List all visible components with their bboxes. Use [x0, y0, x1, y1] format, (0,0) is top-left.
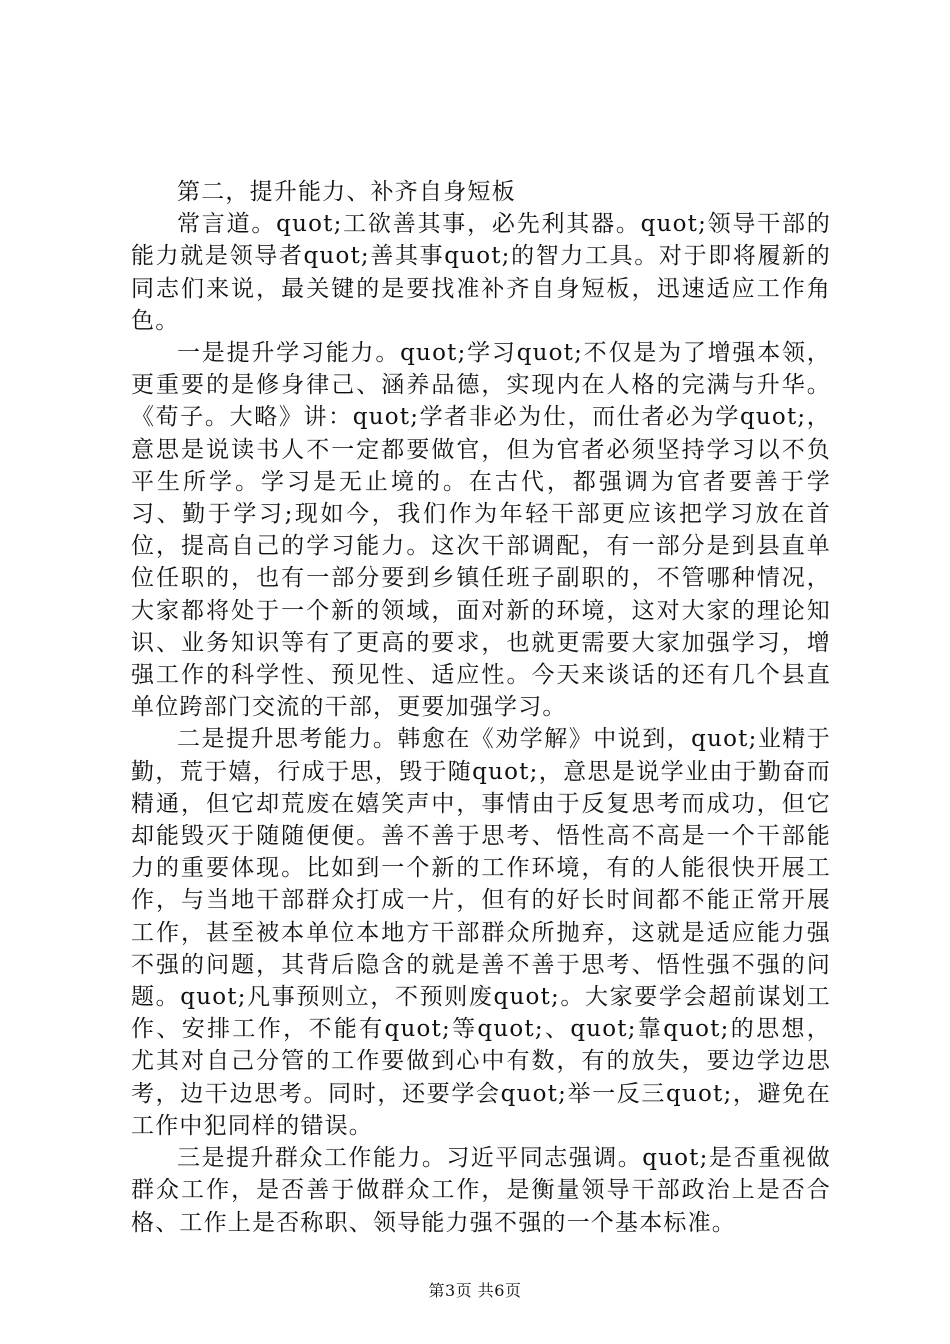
section-heading: 第二，提升能力、补齐自身短板: [177, 179, 516, 205]
paragraph-learning-ability: 一是提升学习能力。quot;学习quot;不仅是为了增强本领，更重要的是修身律己、涵养品德，实现内在人格的完满与升华。《荀子。大略》讲：quot;学者非必为仕，而仕者必为学quot;，意思是说读书人不一定都要做官，但为官者必须坚持学习以不负平生所学。学习是无止境的。在古代，都强调为官者要善于学习、勤于学习;现如今，我们作为年轻干部更应该把学习放在首位，提高自己的学习能力。这次干部调配，有一部分是到县直单位任职的，也有一部分要到乡镇任班子副职的，不管哪种情况，大家都将处于一个新的领域，面对新的环境，这对大家的理论知识、业务知识等有了更高的要求，也就更需要大家加强学习，增强工作的科学性、预见性、适应性。今天来谈话的还有几个县直单位跨部门交流的干部，更要加强学习。: [131, 340, 831, 721]
paragraph-intro: 常言道。quot;工欲善其事，必先利其器。quot;领导干部的能力就是领导者quot;善其事quot;的智力工具。对于即将履新的同志们来说，最关键的是要找准补齐自身短板，迅速适应工作角色。: [131, 211, 831, 334]
paragraph-thinking-ability: 二是提升思考能力。韩愈在《劝学解》中说到，quot;业精于勤，荒于嬉，行成于思，毁于随quot;，意思是说学业由于勤奋而精通，但它却荒废在嬉笑声中，事情由于反复思考而成功，但它却能毁灭于随随便便。善不善于思考、悟性高不高是一个干部能力的重要体现。比如到一个新的工作环境，有的人能很快开展工作，与当地干部群众打成一片，但有的好长时间都不能正常开展工作，甚至被本单位本地方干部群众所抛弃，这就是适应能力强不强的问题，其背后隐含的就是善不善于思考、悟性强不强的问题。quot;凡事预则立，不预则废quot;。大家要学会超前谋划工作、安排工作，不能有quot;等quot;、quot;靠quot;的思想，尤其对自己分管的工作要做到心中有数，有的放失，要边学边思考，边干边思考。同时，还要学会quot;举一反三quot;，避免在工作中犯同样的错误。: [131, 726, 831, 1139]
document-body: [131, 176, 831, 1239]
paragraph-mass-work-ability: 三是提升群众工作能力。习近平同志强调。quot;是否重视做群众工作，是否善于做群众工作，是衡量领导干部政治上是否合格、工作上是否称职、领导能力强不强的一个基本标准。: [131, 1145, 831, 1236]
page-footer: 第3页 共6页: [428, 1281, 522, 1300]
